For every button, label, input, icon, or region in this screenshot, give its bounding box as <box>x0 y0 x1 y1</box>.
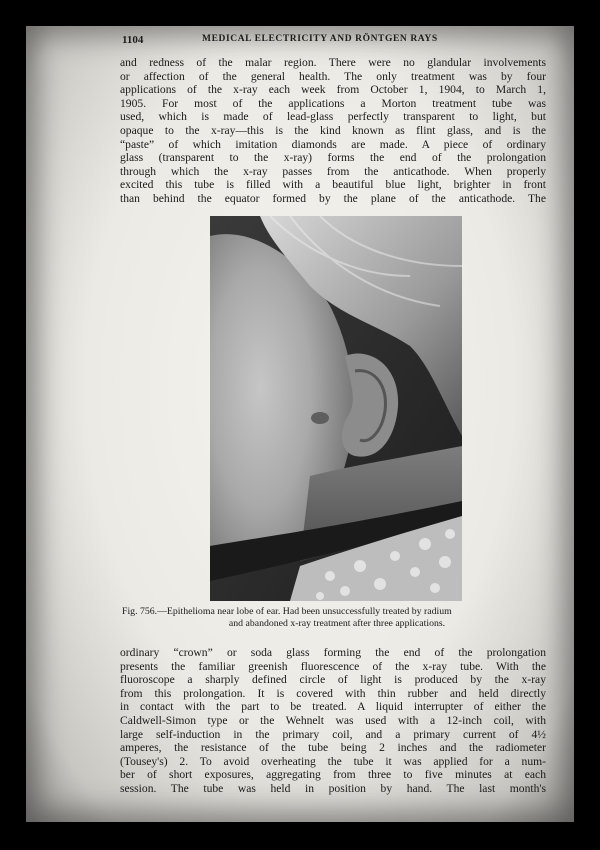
photo-illustration <box>210 216 462 601</box>
bottom-paragraph <box>120 646 546 796</box>
text-line: or affection of the general health. The only treatment was by four <box>120 69 546 83</box>
page-header <box>122 34 552 50</box>
text-line: glass (transparent to the x-ray) forms the end of the prolongation <box>120 151 546 165</box>
text-line: presents the familiar greenish fluorescence of the x-ray tube. With the <box>120 659 546 673</box>
text-line: fluoroscope a sharply defined circle of light is produced by the x-ray <box>120 673 546 687</box>
text-line: “paste” of which imitation diamonds are made. A piece of ordinary <box>120 137 546 151</box>
text-line: than behind the equator formed by the plane of the anticathode. The <box>120 191 546 205</box>
text-line: opaque to the x-ray—this is the kind known as flint glass, and is the <box>120 123 546 137</box>
text-line: applications of the x-ray each week from October 1, 1904, to March 1, <box>120 83 546 97</box>
text-line: amperes, the resistance of the tube being 2 inches and the radiometer <box>120 741 546 755</box>
page-number: 1104 <box>122 34 144 46</box>
text-line: in contact with the part to be treated. A liquid interrupter of either the <box>120 700 546 714</box>
text-line: through which the x-ray passes from the anticathode. When properly <box>120 164 546 178</box>
text-line: session. The tube was held in position by hand. The last month's <box>120 781 546 795</box>
clinical-photograph <box>210 216 462 601</box>
caption-line: Fig. 756.—Epithelioma near lobe of ear. Had been unsuccessfully treated by radium <box>122 606 452 617</box>
text-line: ber of short exposures, aggregating from three to five minutes at each <box>120 768 546 782</box>
text-line: used, which is made of lead-glass perfectly transparent to light, but <box>120 110 546 124</box>
text-line: large self-induction in the primary coil, and a primary current of 4½ <box>120 727 546 741</box>
text-line: Caldwell-Simon type or the Wehnelt was used with a 12-inch coil, with <box>120 713 546 727</box>
text-line: excited this tube is filled with a beautiful blue light, brighter in front <box>120 178 546 192</box>
running-head: MEDICAL ELECTRICITY AND RÖNTGEN RAYS <box>202 34 438 44</box>
figure-caption <box>122 606 552 629</box>
text-line: (Tousey's) 2. To avoid overheating the tube it was applied for a num- <box>120 754 546 768</box>
text-line: and redness of the malar region. There were no glandular involvements <box>120 56 546 69</box>
text-line: 1905. For most of the applications a Morton treatment tube was <box>120 96 546 110</box>
text-line: ordinary “crown” or soda glass forming the end of the prolongation <box>120 646 546 659</box>
book-page <box>26 26 574 822</box>
top-paragraph <box>120 56 546 206</box>
text-line: from this prolongation. It is covered with thin rubber and held directly <box>120 686 546 700</box>
caption-line: and abandoned x-ray treatment after three applications. <box>228 617 446 629</box>
